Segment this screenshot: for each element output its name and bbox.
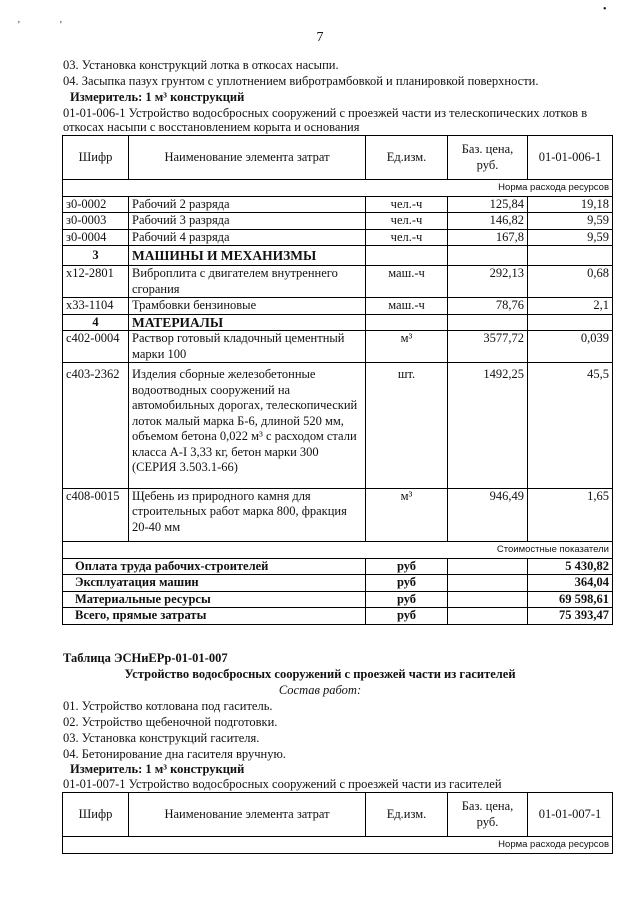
measure-unit: Измеритель: 1 м³ конструкций: [70, 762, 245, 776]
work-item: 03. Установка конструкций лотка в откосах насыпи.: [63, 58, 339, 72]
row-norm: 0,039: [528, 331, 613, 363]
resource-table: [62, 135, 613, 625]
header-norm-code: 01-01-007-1: [528, 793, 613, 837]
norm-label-row: [63, 180, 613, 197]
header-price: Баз. цена, руб.: [448, 136, 528, 180]
norm-label: Норма расхода ресурсов: [63, 180, 613, 197]
row-unit: маш.-ч: [366, 298, 448, 315]
cost-label-row: [63, 542, 613, 559]
total-unit: руб: [366, 591, 448, 608]
table-row: [63, 298, 613, 315]
row-name: Рабочий 4 разряда: [129, 229, 366, 246]
row-price: 292,13: [448, 266, 528, 298]
row-price: 146,82: [448, 213, 528, 230]
row-norm: 45,5: [528, 363, 613, 489]
composition-heading: Состав работ:: [278, 683, 362, 697]
row-unit: м³: [366, 488, 448, 542]
table-title: Таблица ЭСНиЕРр-01-01-007: [63, 651, 228, 665]
total-unit: руб: [366, 558, 448, 575]
row-norm: 9,59: [528, 213, 613, 230]
header-code: Шифр: [63, 793, 129, 837]
row-unit: чел.-ч: [366, 229, 448, 246]
total-row: [63, 608, 613, 625]
total-value: 364,04: [528, 575, 613, 592]
total-label: Оплата труда рабочих-строителей: [63, 558, 366, 575]
total-row: [63, 558, 613, 575]
row-name: Рабочий 2 разряда: [129, 196, 366, 213]
header-norm-code: 01-01-006-1: [528, 136, 613, 180]
header-name: Наименование элемента затрат: [129, 793, 366, 837]
work-item: 03. Установка конструкций гасителя.: [63, 731, 260, 745]
row-code: с403-2362: [63, 363, 129, 489]
row-price: 125,84: [448, 196, 528, 213]
work-item: 01. Устройство котлована под гаситель.: [63, 699, 273, 713]
work-item: 02. Устройство щебеночной подготовки.: [63, 715, 278, 729]
header-unit: Ед.изм.: [366, 136, 448, 180]
header-code: Шифр: [63, 136, 129, 180]
corner-mark: ': [60, 20, 62, 31]
table-row: [63, 266, 613, 298]
row-norm: 1,65: [528, 488, 613, 542]
table-row: [63, 229, 613, 246]
row-code: с408-0015: [63, 488, 129, 542]
norm-label-row: [63, 837, 613, 854]
section-heading: Устройство водосбросных сооружений с проезжей части из гасителей: [124, 667, 516, 681]
total-row: [63, 591, 613, 608]
row-price: 946,49: [448, 488, 528, 542]
row-name: Рабочий 3 разряда: [129, 213, 366, 230]
row-code: х33-1104: [63, 298, 129, 315]
table-row: [63, 331, 613, 363]
table-row: [63, 488, 613, 542]
norm-description: 01-01-006-1 Устройство водосбросных сооружений с проезжей части из телескопических лотков в: [63, 106, 588, 120]
row-norm: 0,68: [528, 266, 613, 298]
row-norm: 2,1: [528, 298, 613, 315]
row-code: з0-0003: [63, 213, 129, 230]
table-row: [63, 363, 613, 489]
norm-label: Норма расхода ресурсов: [63, 837, 613, 854]
table-row: [63, 213, 613, 230]
total-unit: руб: [366, 608, 448, 625]
measure-unit: Измеритель: 1 м³ конструкций: [70, 90, 245, 104]
total-label: Всего, прямые затраты: [63, 608, 366, 625]
row-code: з0-0004: [63, 229, 129, 246]
section-number: 4: [63, 314, 129, 331]
page-number: 7: [316, 30, 324, 45]
row-unit: чел.-ч: [366, 213, 448, 230]
row-name: Виброплита с двигателем внутреннего сгорания: [129, 266, 366, 298]
total-label: Материальные ресурсы: [63, 591, 366, 608]
norm-description: 01-01-007-1 Устройство водосбросных сооружений с проезжей части из гасителей: [63, 777, 502, 791]
row-price: 167,8: [448, 229, 528, 246]
section-title: МАШИНЫ И МЕХАНИЗМЫ: [129, 246, 366, 266]
row-code: з0-0002: [63, 196, 129, 213]
row-unit: м³: [366, 331, 448, 363]
table-row: [63, 196, 613, 213]
total-unit: руб: [366, 575, 448, 592]
work-item: 04. Бетонирование дна гасителя вручную.: [63, 747, 286, 761]
total-label: Эксплуатация машин: [63, 575, 366, 592]
header-unit: Ед.изм.: [366, 793, 448, 837]
row-code: с402-0004: [63, 331, 129, 363]
table-header-row: [63, 136, 613, 180]
table-header-row: [63, 793, 613, 837]
work-item: 04. Засыпка пазух грунтом с уплотнением вибротрамбовкой и планировкой поверхности.: [63, 74, 539, 88]
resource-table: [62, 792, 613, 854]
section-title: МАТЕРИАЛЫ: [129, 314, 366, 331]
row-unit: маш.-ч: [366, 266, 448, 298]
row-norm: 19,18: [528, 196, 613, 213]
row-price: 1492,25: [448, 363, 528, 489]
row-name: Раствор готовый кладочный цементный марки 100: [129, 331, 366, 363]
row-code: х12-2801: [63, 266, 129, 298]
section-header-row: [63, 246, 613, 266]
total-row: [63, 575, 613, 592]
section-number: 3: [63, 246, 129, 266]
row-unit: чел.-ч: [366, 196, 448, 213]
section-header-row: [63, 314, 613, 331]
norm-description: откосах насыпи с восстановлением корыта и основания: [63, 120, 360, 134]
total-value: 69 598,61: [528, 591, 613, 608]
row-price: 3577,72: [448, 331, 528, 363]
row-name: Трамбовки бензиновые: [129, 298, 366, 315]
row-price: 78,76: [448, 298, 528, 315]
cost-label: Стоимостные показатели: [63, 542, 613, 559]
row-norm: 9,59: [528, 229, 613, 246]
total-value: 5 430,82: [528, 558, 613, 575]
corner-mark: ': [18, 20, 20, 31]
row-name: Изделия сборные железобетонные водоотводных сооружений на автомобильных дорогах, телескопический лоток малый марка Б-6, длиной 520 мм, объемом бетона 0,022 м³ с расходом стали класса А-I 3,33 кг, бетон марки 300 (СЕРИЯ 3.503.1-66): [129, 363, 366, 489]
header-name: Наименование элемента затрат: [129, 136, 366, 180]
total-value: 75 393,47: [528, 608, 613, 625]
corner-mark: •: [603, 4, 607, 15]
row-unit: шт.: [366, 363, 448, 489]
header-price: Баз. цена, руб.: [448, 793, 528, 837]
row-name: Щебень из природного камня для строительных работ марка 800, фракция 20-40 мм: [129, 488, 366, 542]
